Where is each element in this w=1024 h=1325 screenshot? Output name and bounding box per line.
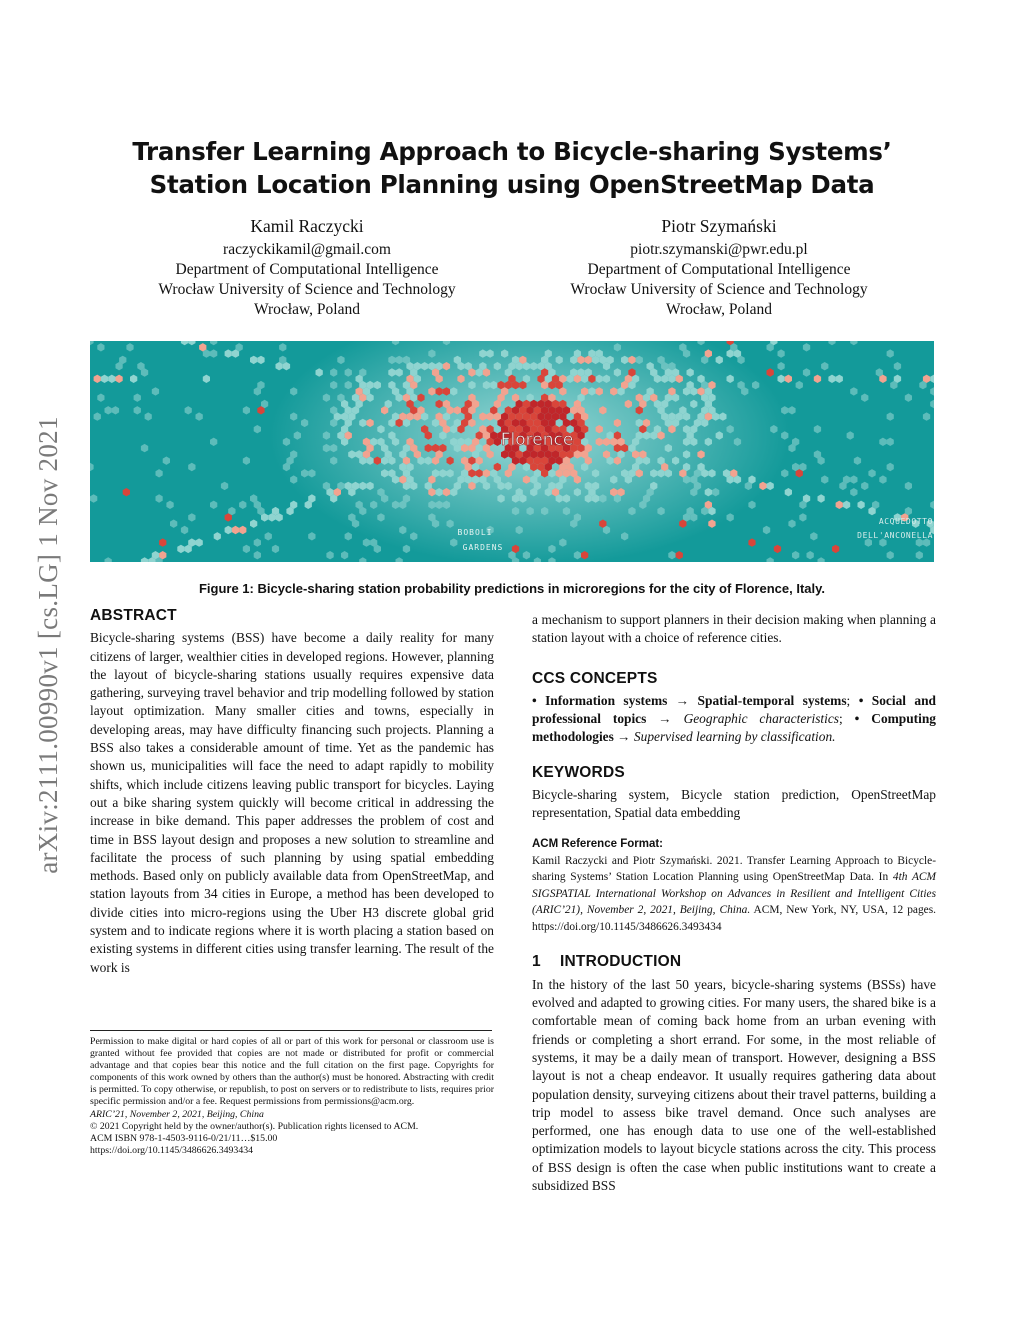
author-university: Wrocław University of Science and Technology <box>158 281 456 298</box>
acm-reference-text <box>532 853 936 936</box>
figure-caption: Figure 1: Bicycle-sharing station probability predictions in microregions for the city of Florence, Italy. <box>198 581 826 596</box>
ccs-arrow: → <box>613 729 634 745</box>
permission-copyright: © 2021 Copyright held by the owner/author(s). Publication rights licensed to ACM. <box>90 1120 419 1132</box>
arxiv-stamp: arXiv:2111.00990v1 [cs.LG] 1 Nov 2021 <box>33 416 63 874</box>
keywords-heading: KEYWORDS <box>532 763 625 781</box>
section-title: INTRODUCTION <box>560 953 682 971</box>
ccs-information-systems: • Information systems <box>532 692 668 708</box>
introduction-heading <box>532 953 936 971</box>
paper-title: Transfer Learning Approach to Bicycle-sharing Systems’ Station Location Planning using OpenStreetMap Data <box>132 137 892 199</box>
footnote-rule <box>90 1030 492 1031</box>
florence-probability-map <box>90 341 934 562</box>
ccs-supervised: Supervised learning by classification. <box>633 729 836 745</box>
reference-venue: 4th ACM SIGSPATIAL International Workshop on Advances in Resilient and Intelligent Cities (ARIC’21), November 2, 2021, Beijing, China. <box>532 871 936 917</box>
permission-notice <box>90 1036 494 1157</box>
map-canvas <box>90 341 934 562</box>
map-label-acquedotto-1: ACQUEDOTTO <box>878 517 933 526</box>
author-name: Kamil Raczycki <box>250 216 364 236</box>
ccs-arrow: → <box>667 692 698 708</box>
reference-authors: Kamil Raczycki and Piotr Szymański. 2021. Transfer Learning Approach to Bicycle-sharing Systems’ Station Location Planning using OpenStreetMap Data. In <box>532 854 936 884</box>
author-name: Piotr Szymański <box>661 216 777 236</box>
reference-publisher: ACM, New York, NY, USA, 12 pages. https://doi.org/10.1145/3486626.3493434 <box>532 904 936 933</box>
left-column <box>90 607 494 977</box>
map-label-boboli-1: BOBOLI <box>457 528 493 537</box>
permission-text: Permission to make digital or hard copies of all or part of this work for personal or classroom use is granted without fee provided that copies are not made or distributed for profit or commercial advantage and that copies bear this notice and the full citation on the first page. Copyrights for components of this work owned by others than the author(s) must be honored. Abstracting with credit is permitted. To copy otherwise, or republish, to post on servers or to redistribute to lists, requires prior specific permission and/or a fee. Request permissions from permissions@acm.org. <box>90 1036 494 1108</box>
author-email: raczyckikamil@gmail.com <box>223 241 391 258</box>
abstract-continuation: a mechanism to support planners in their decision making when planning a station layout with a choice of reference cities. <box>532 612 936 646</box>
ccs-geographic: Geographic characteristics <box>683 711 840 727</box>
ccs-separator: ; <box>839 711 855 727</box>
ccs-spatial-temporal: Spatial-temporal systems <box>697 692 847 708</box>
permission-venue: ARIC’21, November 2, 2021, Beijing, China <box>90 1108 264 1120</box>
permission-doi[interactable]: https://doi.org/10.1145/3486626.3493434 <box>90 1144 254 1156</box>
author-city: Wrocław, Poland <box>666 301 772 318</box>
keywords-text: Bicycle-sharing system, Bicycle station prediction, OpenStreetMap representation, Spatial data embedding <box>532 787 936 821</box>
map-label-florence: Florence <box>500 430 574 450</box>
ccs-separator: ; <box>846 692 859 708</box>
permission-isbn: ACM ISBN 978-1-4503-9116-0/21/11…$15.00 <box>90 1132 278 1144</box>
ccs-social-professional: • Social and professional topics <box>532 692 937 727</box>
map-label-boboli-2: GARDENS <box>462 543 504 552</box>
ccs-computing-methodologies: • Computing methodologies <box>532 711 937 745</box>
author-city: Wrocław, Poland <box>254 301 360 318</box>
ccs-text <box>532 692 936 747</box>
right-column <box>532 611 936 1195</box>
introduction-text: In the history of the last 50 years, bicycle-sharing systems (BSSs) have evolved and adapted to growing cities. For many users, the shared bike is a comfortable mean of coming back home from an urban evening with friends or completing a short errand. For some, in the most reliable of systems, it may be a daily mean of transport. However, designing a BSS layout is not a cheap endeavor. It usually requires gathering data about population density, surveying citizens about their travel patterns, building a trip model to assess bike travel demand. Once such analyses are performed, one has enough data to use one of the well-established optimization models to layout bicycle stations across the city. This process of BSS design is often the case when public institutions want to create a subsidized BSS <box>532 976 936 1194</box>
map-label-acquedotto-2: DELL'ANCONELLA <box>857 531 933 540</box>
ccs-heading: CCS CONCEPTS <box>532 669 658 687</box>
ccs-arrow: → <box>646 711 684 727</box>
abstract-text: Bicycle-sharing systems (BSS) have become a daily reality for many citizens of larger, wealthier cities in developed regions. However, planning the layout of bicycle-sharing stations usually requires expensive data gathering, surveying travel behavior and trip modelling followed by station layout optimization. Many smaller cities and towns, especially in developing areas, may have difficulty financing such projects. Planning a BSS also takes a considerable amount of time. Yet as the pandemic has shown us, municipalities will face the need to adapt rapidly to mobility shifts, which include citizens leaving public transport for bicycles. Laying out a bike sharing system quickly will become critical in addressing the increase in bike demand. This paper addresses the problem of cost and time in BSS layout design and proposes a new solution to streamline and facilitate the process of such planning by using spatial embedding methods. Based only on publicly available data from OpenStreetMap, and station layouts from 34 cities in Europe, a method has been developed to divide cities into micro-regions using the Uber H3 discrete global grid system and to indicate regions where it is worth placing a station based on existing systems in different cities using transfer learning. The result of the work is <box>90 630 494 975</box>
author-department: Department of Computational Intelligence <box>175 261 439 278</box>
abstract-heading: ABSTRACT <box>90 607 177 624</box>
author-block-1 <box>97 216 517 320</box>
author-email: piotr.szymanski@pwr.edu.pl <box>630 241 808 258</box>
author-department: Department of Computational Intelligence <box>587 261 851 278</box>
author-block-2 <box>509 216 929 320</box>
author-university: Wrocław University of Science and Technology <box>570 281 868 298</box>
section-number: 1 <box>532 953 541 971</box>
acm-reference-heading: ACM Reference Format: <box>532 837 663 850</box>
